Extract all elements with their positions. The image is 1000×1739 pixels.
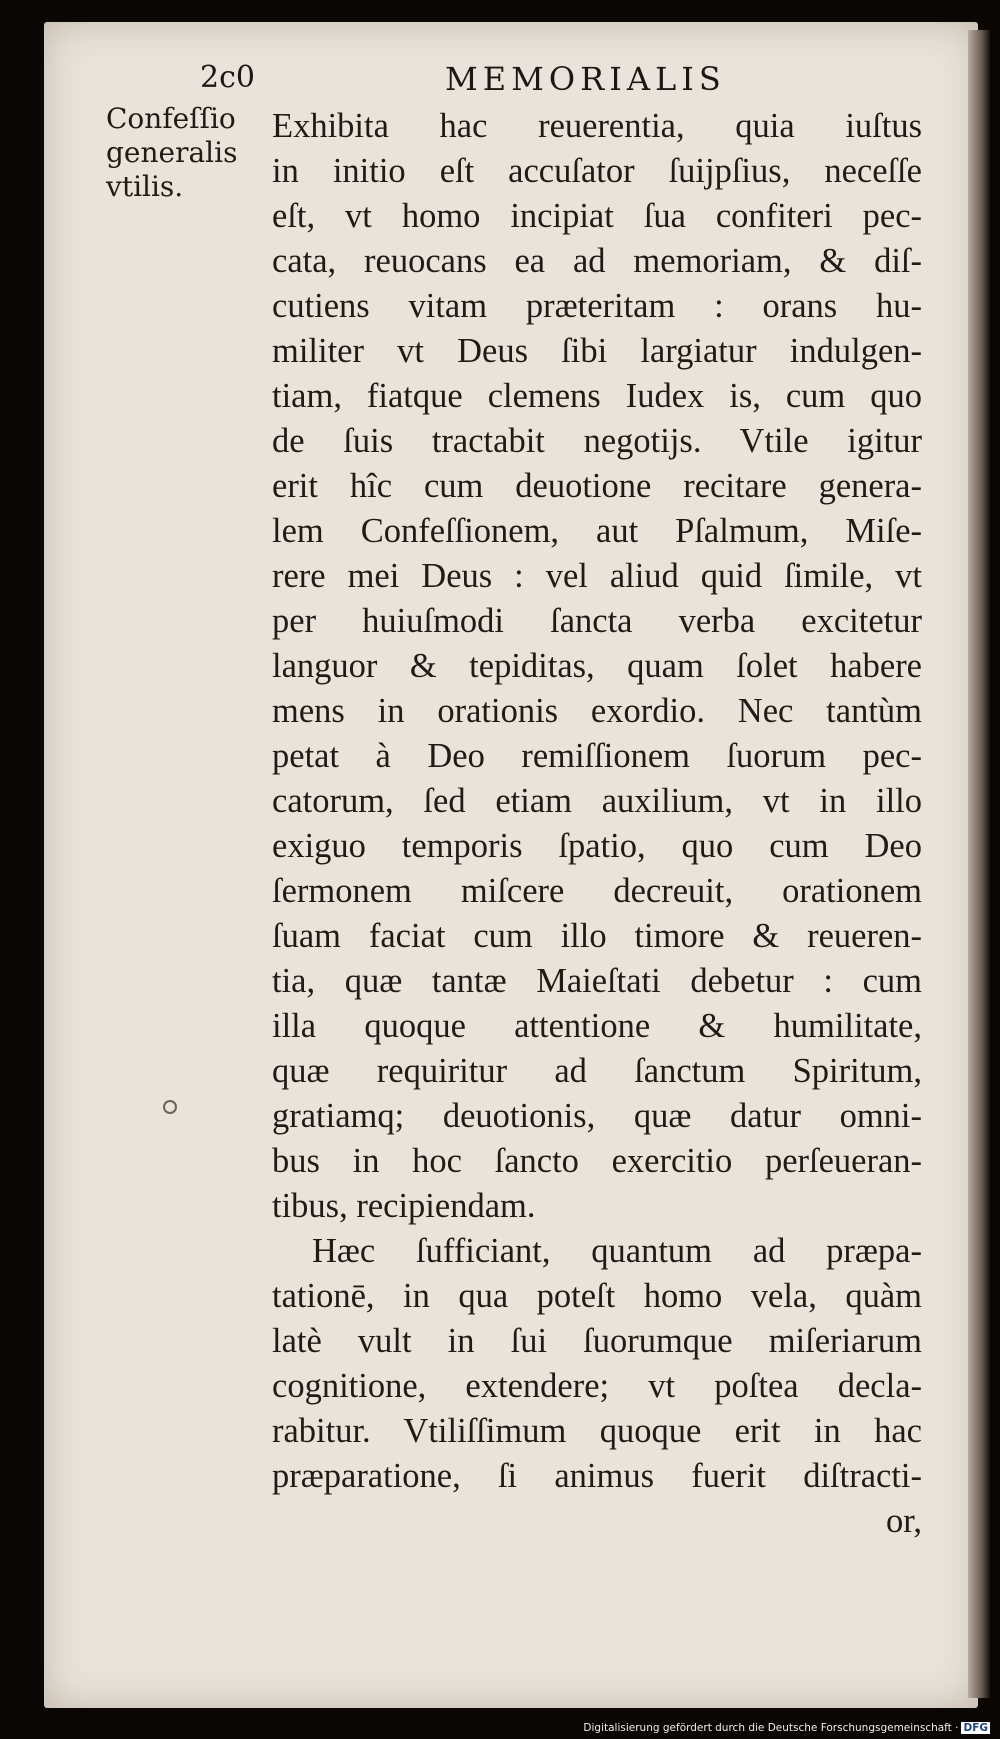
marginal-note-line: generalis bbox=[106, 136, 238, 169]
marginal-note bbox=[106, 102, 237, 204]
text-line: languor & tepiditas, quam ſolet habere bbox=[272, 647, 922, 685]
text-line: erit hîc cum deuotione recitare genera- bbox=[272, 467, 922, 505]
text-line: latè vult in ſui ſuorumque miſeriarum bbox=[272, 1322, 922, 1360]
text-line: exiguo temporis ſpatio, quo cum Deo bbox=[272, 827, 922, 865]
body-text bbox=[272, 104, 922, 1544]
text-line: cata, reuocans ea ad memoriam, & diſ- bbox=[272, 242, 922, 280]
text-line: tia, quæ tantæ Maieſtati debetur : cum bbox=[272, 962, 922, 1000]
text-line: præparatione, ſi animus fuerit diſtracti- bbox=[272, 1457, 922, 1495]
text-line: ſuam faciat cum illo timore & reueren- bbox=[272, 917, 922, 955]
text-line: mens in orationis exordio. Nec tantùm bbox=[272, 692, 922, 730]
text-line: illa quoque attentione & humilitate, bbox=[272, 1007, 922, 1045]
text-line: tationē, in qua poteſt homo vela, quàm bbox=[272, 1277, 922, 1315]
text-line: Exhibita hac reuerentia, quia iuſtus bbox=[272, 107, 922, 145]
page-edge bbox=[968, 30, 990, 1698]
running-header: MEMORIALIS bbox=[445, 60, 726, 98]
dfg-logo: DFG bbox=[963, 1722, 988, 1734]
text-line: tibus, recipiendam. bbox=[272, 1187, 536, 1225]
text-line: ſermonem miſcere decreuit, orationem bbox=[272, 872, 922, 910]
marginal-note-line: Confeſſio bbox=[106, 102, 236, 135]
text-line: de ſuis tractabit negotijs. Vtile igitur bbox=[272, 422, 922, 460]
text-line: per huiuſmodi ſancta verba excitetur bbox=[272, 602, 922, 640]
paper-blemish bbox=[163, 1100, 177, 1114]
text-line: eſt, vt homo incipiat ſua confiteri pec- bbox=[272, 197, 922, 235]
page-number: 2c0 bbox=[200, 60, 255, 95]
text-line: rabitur. Vtiliſſimum quoque erit in hac bbox=[272, 1412, 922, 1450]
text-line: catorum, ſed etiam auxilium, vt in illo bbox=[272, 782, 922, 820]
text-line: gratiamq; deuotionis, quæ datur omni- bbox=[272, 1097, 922, 1135]
text-line: Hæc ſufficiant, quantum ad præpa- bbox=[312, 1232, 922, 1270]
text-line: rere mei Deus : vel aliud quid ſimile, vt bbox=[272, 557, 922, 595]
text-line: lem Confeſſionem, aut Pſalmum, Miſe- bbox=[272, 512, 922, 550]
text-line: cutiens vitam præteritam : orans hu- bbox=[272, 287, 922, 325]
text-line: tiam, fiatque clemens Iudex is, cum quo bbox=[272, 377, 922, 415]
marginal-note-line: vtilis. bbox=[106, 170, 184, 203]
text-line: militer vt Deus ſibi largiatur indulgen- bbox=[272, 332, 922, 370]
catchword: or, bbox=[886, 1502, 922, 1540]
text-line: bus in hoc ſancto exercitio perſeueran- bbox=[272, 1142, 922, 1180]
text-line: quæ requiritur ad ſanctum Spiritum, bbox=[272, 1052, 922, 1090]
text-line: in initio eſt accuſator ſuijpſius, neceſſe bbox=[272, 152, 922, 190]
digitization-credit bbox=[583, 1722, 990, 1734]
text-line: cognitione, extendere; vt poſtea decla- bbox=[272, 1367, 922, 1405]
credit-text: Digitalisierung gefördert durch die Deutsche Forschungsgemeinschaft · bbox=[583, 1722, 959, 1734]
text-line: petat à Deo remiſſionem ſuorum pec- bbox=[272, 737, 922, 775]
